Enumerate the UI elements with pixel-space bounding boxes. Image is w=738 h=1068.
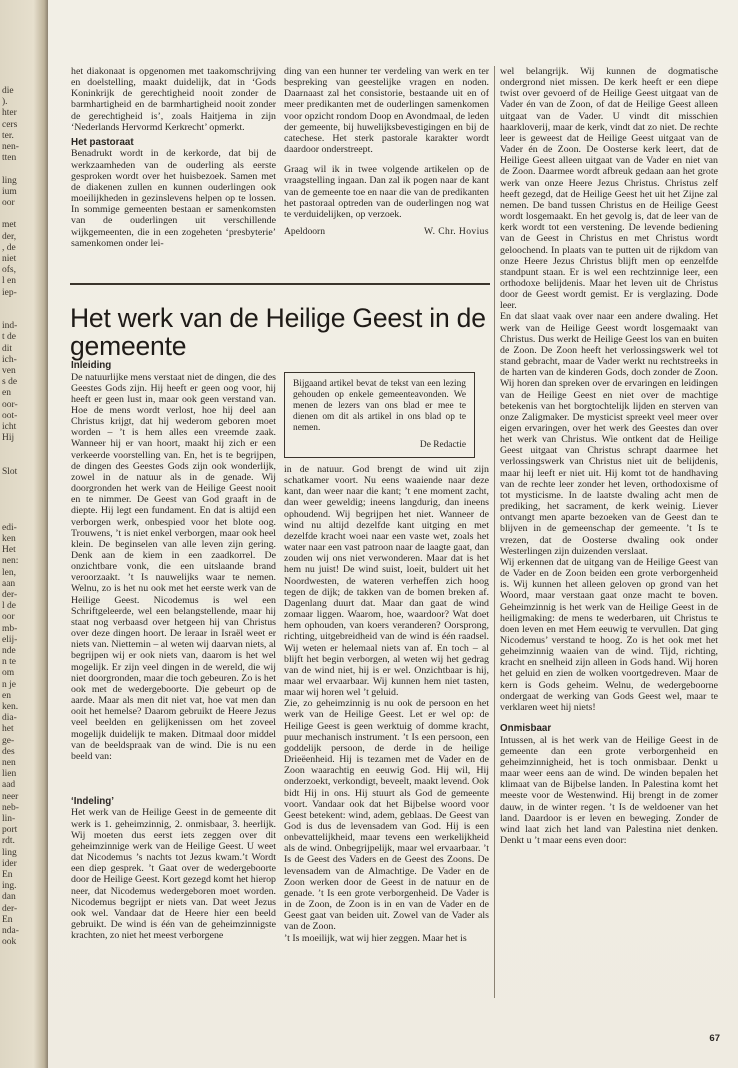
top-column-1 xyxy=(71,66,276,280)
paragraph: Wij erkennen dat de uitgang van de Heilige Geest van de Vader en de Zoon beiden een grote verborgenheid is. Wij kunnen het alleen geloven op grond van het Woord, maar verstaan gaat onze macht te boven. Geheimzinnig is het werk van de Heilige Geest in de heiligmaking: de mens te wederbaren, uit Christus te doen leven en met Hem eeuwig te vervullen. Dat ging Nicodemus’ verstand te hoog. Zo is het ook met het geheimzinnig waaien van de wind. Tijd, richting, kracht en snelheid zijn alleen in Gods hand. Wij horen het geluid en zien de wolken voortgedreven. Maar de kern is Gods geheim. Welnu, de wedergeboorne ondergaat de werking van Gods Geest wel, maar te verklaren weet hij niets! xyxy=(500,556,718,713)
margin-fragment: nen: xyxy=(2,556,19,567)
margin-fragment: neer xyxy=(2,791,19,802)
margin-fragment: nde xyxy=(2,646,16,656)
margin-fragment: der- xyxy=(2,903,18,914)
margin-fragment: icht xyxy=(2,422,17,432)
margin-fragment: niet xyxy=(2,254,17,264)
margin-fragment: dan xyxy=(2,892,16,903)
margin-fragment: iep- xyxy=(2,287,17,298)
margin-fragment: der, xyxy=(2,231,17,242)
margin-fragment: l en xyxy=(2,276,16,287)
margin-fragment: ider xyxy=(2,858,17,869)
paragraph: wel belangrijk. Wij kunnen de dogmatische ondergrond niet missen. De kerk heeft er een diepe twist over gevoerd of de Heilige Geest uitgaat van de Vader én van de Zoon, of dat de Heilige Geest alleen uitgaat van de Vader. U vindt dit misschien haarkloverij, maar de kerk, vindt dat zo niet. De rechte leer is geweest dat de Heilige Geest uitgaat van de Vader én de Zoon. De Oosterse kerk leert, dat de Heilige Geest alleen uitgaat van de Vader en niet van de Zoon. Daarmee wordt afbreuk gedaan aan het grote werk van onze Heere Jezus Christus. Christus zelf heeft gezegd, dat de Heilige Geest het uit het Zijne zal nemen. De band tussen Christus en de Heilige Geest wordt losgemaakt. En het gevolg is, dat de leer van de kerk wordt tot een verstening. De levende bediening van de Geest in Christus en met Christus wordt geloochend. In plaats van te putten uit de rijkdom van onze Heere Jezus Christus blijft men op eenzelfde standpunt staan. Er is wel een rechtzinnige leer, een orthodoxe belijdenis. Maar het leven uit de Christus door de Geest wordt gemist. Er is verglazing. Dode leer. xyxy=(500,66,718,312)
margin-fragment: ter. xyxy=(2,130,14,141)
margin-fragment: om xyxy=(2,668,15,679)
article-column-1 xyxy=(71,360,276,1018)
margin-fragment: lin- xyxy=(2,814,16,824)
article-column-3 xyxy=(500,66,718,1032)
margin-fragment: oot- xyxy=(2,410,18,421)
section-divider xyxy=(70,283,490,285)
margin-fragment: mb- xyxy=(2,623,18,634)
margin-fragment: elij- xyxy=(2,634,18,645)
column-divider xyxy=(494,66,495,998)
article-title: Het werk van de Heilige Geest in de gemeente xyxy=(70,303,486,361)
magazine-page xyxy=(48,0,738,1068)
margin-fragment: nen- xyxy=(2,142,19,152)
paragraph: Intussen, al is het werk van de Heilige Geest in de gemeente dan een grote verborgenheid en geheimzinnigheid, het is toch onmisbaar. Denkt u maar weer eens aan de wind. De winden bepalen het klimaat van de Bijbelse landen. In Palestina komt het meeste voor de Westenwind. Hij brengt in de zomer dauw, in de winter regen. ’t Is de weldoener van het land. Daardoor is er leven en beweging. Zonder de wind laat zich het land van Palestina niet denken. Denkt u ’t maar eens even door: xyxy=(500,734,718,846)
margin-fragment: dit xyxy=(2,343,13,354)
margin-fragment: ling xyxy=(2,847,17,858)
signature-place: Apeldoorn xyxy=(284,226,326,238)
paragraph: in de natuur. God brengt de wind uit zijn schatkamer voort. Nu eens waaiende naar deze kant, dan weer naar die kant; ’t ene moment zacht, dan weer geweldig; ineens langdurig, dan ineens ophoudend. Wij begrijpen het niet. Wanneer de wind nu altijd dezelfde kant uitging en met dezelfde kracht woei naar een vaste wet, zoals het water naar een vast patroon naar de laagte gaat, dan zouden wij ons niet verwonderen. Maar dat is het hem nu juist! De wind suist, loeit, buldert uit het Noordwesten, de wateren verheffen zich hoog tegen de dijk; de takken van de bomen breken af. Dagenlang duurt dat. Maar dan gaat de wind zomaar liggen. Waarom, hoe, waardoor? Wat doet hem ophouden, van koers veranderen? Oorsprong, richting, uitgebreidheid van de wind is één raadsel. Wij weten er helemaal niets van af. En toch – al blijft het begin verborgen, al weten wij het gedrag van de wind niet, hij is er wel. Onzichtbaar is hij, maar wel ervaarbaar. Wij kunnen hem niet tasten, maar wij horen wel ’t geluid. xyxy=(284,464,489,699)
section-heading: Onmisbaar xyxy=(500,723,552,735)
editorial-note-text: Bijgaand artikel bevat de tekst van een lezing gehouden op enkele gemeenteavonden. We menen de lezers van ons blad er mee te dienen om dit als artikel in ons blad op te nemen. xyxy=(293,379,466,433)
margin-fragment: cers xyxy=(2,119,18,130)
margin-fragment: lien xyxy=(2,769,17,780)
margin-fragment: tten xyxy=(2,153,17,164)
margin-fragment: en xyxy=(2,690,11,701)
editorial-note-box xyxy=(284,372,475,458)
paragraph: En dat slaat vaak over naar een andere dwaling. Het werk van de Heilige Geest wordt losgemaakt van Christus. Dus werkt de Heilige Geest los van en buiten de Zoon. De Zoon heeft het verlossingswerk wel tot stand gebracht, maar de Vader werkt nu rechtstreeks in de harten van de kinderen Gods, doch zonder de Zoon. Wij horen dan spreken over de ervaringen en leidingen van de Heilige Geest en niet over de machtige betekenis van het borgtochtelijk lijden en sterven van onze Zaligmaker. De mysticist spreekt veel meer over eigen ervaringen, over het werk des Geestes dan over het werk van Christus. Wie ontkent dat de Heilige Geest uitgaat van Christus schrapt daarmee het verlossingswerk van Christus niet uit de belijdenis, maar hij leeft er niet uit. Hij komt tot de handhaving van de rechte leer zonder het leven, orthodoxisme of tot mysticisme. In de laatste dwaling acht men de prediking, het sacrament, de kerk weinig. Liever ontvangt men aparte bezoeken van de Geest dan te blijven in de gemeenschap der gemeente. ’t Is te vrezen, dat de Oosterse dwaling ook onder Westerlingen zijn duizenden verslaat. xyxy=(500,311,718,557)
margin-fragment: l de xyxy=(2,601,16,612)
article-signature xyxy=(284,226,489,237)
top-column-2 xyxy=(284,66,489,280)
article-column-2 xyxy=(284,464,489,1018)
margin-fragment: ven xyxy=(2,366,16,376)
margin-fragment: nda- xyxy=(2,926,19,936)
paragraph: Benadrukt wordt in de kerkorde, dat bij de werkzaamheden van de ouderling als eerste gesproken wordt over het huisbezoek. Samen met de diakenen zullen en kunnen ouderlingen ook moeilijkheden in gezinslevens helpen op te lossen. In sommige gemeenten bestaan er samenkomsten van de ouderlingen uit verschillende wijkgemeenten, die in een zogeheten ‘presbyterie’ samenkomen onder lei- xyxy=(71,148,276,249)
margin-fragment: ook xyxy=(2,937,17,948)
section-heading: Inleiding xyxy=(71,360,112,371)
margin-fragment: oor xyxy=(2,612,15,623)
paragraph: Graag wil ik in twee volgende artikelen op de vraagstelling ingaan. Dan zal ik pogen naar de kant van de gemeente toe en naar die van de predikanten het pastoraal optreden van de ouderlingen nog wat te verduidelijken, op verzoek. xyxy=(284,164,489,220)
margin-fragment: Slot xyxy=(2,466,18,477)
margin-fragment: En xyxy=(2,914,13,925)
margin-fragment: rdt. xyxy=(2,836,15,847)
section-heading: ‘Indeling’ xyxy=(71,795,114,807)
margin-fragment: ken. xyxy=(2,702,19,712)
paragraph: De natuurlijke mens verstaat niet de dingen, die des Geestes Gods zijn. Hij heeft er geen oog voor, hij heeft er geen lust in, maar ook geen verstand van. Hoe de mens wordt verlost, hoe hij deel aan Christus krijgt, dat hij wederom geboren moet worden – ’t is hem alles een vreemde zaak. Wanneer hij er van hoort, maakt hij zich er een verkeerde voorstelling van. En, het is te begrijpen, de dingen des Geestes Gods zijn ook wonderlijk, zowel in de natuur als in de genade. Wij doorgronden het werk van de Heilige Geest nooit en te nimmer. De Geest van God graaft in de diepte. Hij legt een fundament. En dat is altijd een verborgen werk, onbespied voor het blote oog. Trouwens, ’t is niet enkel verborgen, maar ook heel klein. De beginselen van alle leven zijn gering. Denk aan de kiem in een zaadkorrel. De onzichtbare vonk, die een uitslaande brand veroorzaakt. ’t Is nauwelijks waar te nemen. Welnu, zo is het nu ook met het eerste werk van de Heilige Geest. Nicodemus is wel een Schriftgeleerde, wel een belangstellende, maar hij staat nog verbaasd over hetgeen hij van Christus over deze dingen hoort. De leraar in Israël weet er niets van. Niettemin – al weten wij daarvan niets, al begrijpen wij er ook niets van, daarom is het wel mogelijk. Er zijn veel dingen in de wereld, die wij niet doorgronden, maar die toch gebeuren. Zo is het ook met de wedergeboorte. Die gebeurt op de aarde. Maar als men dit niet vat, hoe vat men dan ooit het hemelse? Daarom gebruikt de Heere Jezus veel beelden en gelijkenissen om het zoveel mogelijk duidelijk te maken. Ditmaal door middel van de beeldspraak van de wind. Die is nu een beeld van: xyxy=(71,371,276,762)
margin-fragment: hter xyxy=(2,108,17,119)
margin-fragment: t de xyxy=(2,332,16,343)
paragraph: ’t Is moeilijk, wat wij hier zeggen. Maar het is xyxy=(284,932,467,944)
margin-fragment: oor- xyxy=(2,399,18,410)
margin-fragment: en xyxy=(2,388,11,399)
paragraph: ding van een hunner ter verdeling van werk en ter bespreking van geestelijke vragen en noden. Daarnaast zal het consistorie, bestaande uit en of meer predikanten met de ouderlingen samenkomen voor opzicht rondom Doop en Avondmaal, de leden der gemeente, bij huwelijksbevestigingen en bij de catechese. Het sterk pastorale karakter wordt daardoor onderstreept. xyxy=(284,66,489,156)
margin-fragment: nen xyxy=(2,758,16,768)
margin-fragment: ing. xyxy=(2,881,17,892)
margin-fragment: neb- xyxy=(2,802,19,813)
section-heading: Het pastoraat xyxy=(71,136,134,148)
margin-fragment: n te xyxy=(2,657,16,668)
margin-fragment: aad xyxy=(2,780,16,791)
margin-fragment: der- xyxy=(2,590,18,600)
editorial-note-signature: De Redactie xyxy=(419,439,466,450)
margin-fragment: , de xyxy=(2,242,16,253)
signature-author: W. Chr. Hovius xyxy=(424,226,489,238)
margin-fragment: ken xyxy=(2,534,16,544)
margin-fragment: des xyxy=(2,746,15,757)
margin-fragment: met xyxy=(2,220,17,231)
paragraph: Zie, zo geheimzinnig is nu ook de persoon en het werk van de Heilige Geest. Let er wel op: de Heilige Geest is geen werktuig of domme kracht, puur mechanisch instrument. ’t Is een persoon, een goddelijk persoon, de derde in de heilige Drieëenheid. Hij is tezamen met de Vader en de Zoon waarachtig en eeuwig God. Hij wil, Hij onderzoekt, verkondigt, beveelt, maakt levend. Ook bidt Hij in ons. Hij stuurt als God de gemeente voort. Vandaar ook dat het Bijbelse woord voor Geest betekent: wind, adem, geblaas. De Geest van God is dus de levensadem van God. Hij is een onbevattelijkheid, maar tevens een werkelijkheid als de wind. Onbegrijpelijk, maar wel ervaarbaar. ’t Is de Geest des Vaders en de Geest des Zoons. De levensadem van de Almachtige. De Vader en de Zoon werken door de Geest in de natuur en de genade. ’t Is een grote verborgenheid. De Vader is in de Zoon, de Zoon is in en van de Vader en de Geest gaat van beiden uit. Zowel van de Vader als van de Zoon. xyxy=(284,698,489,933)
margin-fragment: het xyxy=(2,724,14,735)
margin-fragment: ling xyxy=(2,175,17,186)
margin-fragment: s de xyxy=(2,377,18,388)
margin-fragment: len, xyxy=(2,567,16,578)
margin-fragment: dia- xyxy=(2,713,17,724)
margin-fragment: ich- xyxy=(2,354,17,365)
margin-fragment: ind- xyxy=(2,321,18,332)
margin-fragment: port xyxy=(2,825,18,836)
margin-fragment: die xyxy=(2,86,14,96)
margin-fragment: oor xyxy=(2,198,15,208)
margin-fragment: ofs, xyxy=(2,265,16,276)
margin-fragment: Hij xyxy=(2,433,15,444)
previous-page-margin xyxy=(0,0,48,1068)
margin-fragment: ium xyxy=(2,186,17,197)
paragraph: het diakonaat is opgenomen met taakomschrijving en doelstelling, maakt duidelijk, dat in ‘Gods Koninkrijk de gerechtigheid nooit zonder de barmhartigheid en de barmhartigheid nooit zonder de gerechtigheid is’, zoals Haitjema in zijn ‘Nederlands Hervormd Kerkrecht’ opmerkt. xyxy=(71,66,276,133)
margin-fragment: ge- xyxy=(2,735,15,746)
margin-fragment: aan xyxy=(2,578,16,589)
page-number: 67 xyxy=(709,1033,720,1044)
margin-fragment: edi- xyxy=(2,522,17,533)
margin-fragment: En xyxy=(2,870,13,880)
margin-fragment: Het xyxy=(2,545,16,556)
paragraph: Het werk van de Heilige Geest in de gemeente dit werk is 1. geheimzinnig, 2. onmisbaar, 3. heerlijk. Wij moeten dus eerst iets zeggen over dit geheimzinnige werk van de Heilige Geest. U weet dat Nicodemus ’s nachts tot Jezus kwam.’t Wordt een diep gesprek. ’t Gaat over de wedergeboorte door de Heilige Geest. Kort gezegd komt het hierop neer, dat Nicodemus wedergeboren moet worden. Nicodemus begrijpt er niets van. Dat weet Jezus ook wel. Vandaar dat de Heere hier een beeld gebruikt. De wind is één van de geheimzinnigste krachten, zo niet het meest verborgene xyxy=(71,807,276,942)
margin-fragment: ). xyxy=(2,97,8,108)
margin-fragment: n je xyxy=(2,679,16,690)
